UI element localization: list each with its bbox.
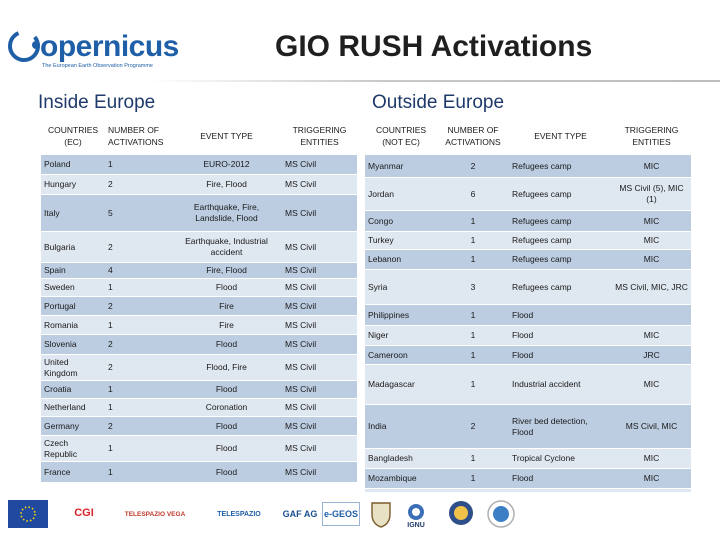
table-cell: Flood bbox=[171, 279, 282, 297]
telespazio-logo bbox=[205, 504, 273, 524]
table-cell: 1 bbox=[105, 316, 171, 335]
telespazio-text: TELESPAZIO bbox=[217, 510, 261, 518]
inside-table-row bbox=[41, 297, 357, 316]
table-cell: Refugees camp bbox=[509, 155, 612, 178]
outside-table-row bbox=[365, 232, 691, 250]
outside-table-row bbox=[365, 250, 691, 270]
gaf-logo bbox=[280, 504, 320, 524]
table-cell: 1 bbox=[437, 326, 509, 346]
outside-table-row bbox=[365, 365, 691, 405]
cgi-logo bbox=[66, 502, 102, 524]
table-cell: Sweden bbox=[41, 279, 105, 297]
table-cell: MS Civil bbox=[282, 355, 357, 381]
header-divider bbox=[150, 80, 720, 82]
table-cell: MS Civil bbox=[282, 335, 357, 355]
inside-europe-table bbox=[41, 116, 357, 483]
table-cell: Turkey bbox=[365, 232, 437, 250]
outside-table-row bbox=[365, 346, 691, 365]
table-cell: MS Civil bbox=[282, 155, 357, 175]
outside-europe-heading: Outside Europe bbox=[372, 92, 505, 113]
table-cell: Netherland bbox=[41, 399, 105, 417]
e-geos-text: e-GEOS bbox=[323, 509, 358, 519]
table-cell: 6 bbox=[437, 178, 509, 211]
table-cell: 1 bbox=[437, 232, 509, 250]
ignu-text: IGNU bbox=[407, 521, 425, 529]
inside-table-row bbox=[41, 381, 357, 399]
copernicus-logo bbox=[6, 14, 179, 76]
table-cell: Romania bbox=[41, 316, 105, 335]
cgi-logo-text: CGI bbox=[74, 507, 94, 519]
table-cell: Fire bbox=[171, 297, 282, 316]
outside-europe-table bbox=[365, 116, 691, 509]
table-cell: Congo bbox=[365, 211, 437, 232]
table-cell: 1 bbox=[105, 279, 171, 297]
table-cell: 1 bbox=[105, 436, 171, 462]
table-cell: Refugees camp bbox=[509, 178, 612, 211]
table-cell: MS Civil bbox=[282, 232, 357, 263]
table-cell: Refugees camp bbox=[509, 232, 612, 250]
inside-table-row bbox=[41, 232, 357, 263]
table-cell: MIC bbox=[612, 250, 691, 270]
outside-table-row bbox=[365, 405, 691, 449]
inside-europe-heading: Inside Europe bbox=[38, 92, 156, 113]
table-cell: MS Civil bbox=[282, 316, 357, 335]
inside-table-row bbox=[41, 195, 357, 232]
table-cell: Industrial accident bbox=[509, 365, 612, 405]
table-cell: 1 bbox=[437, 469, 509, 489]
table-cell: Refugees camp bbox=[509, 270, 612, 305]
outside-table-row bbox=[365, 469, 691, 489]
column-header: NUMBER OF ACTIVATIONS bbox=[105, 117, 171, 155]
table-cell: MIC bbox=[612, 469, 691, 489]
table-cell: France bbox=[41, 462, 105, 483]
inside-table-row bbox=[41, 417, 357, 436]
table-cell: MIC bbox=[612, 232, 691, 250]
table-cell: Flood bbox=[171, 381, 282, 399]
inside-table-row bbox=[41, 335, 357, 355]
column-header: EVENT TYPE bbox=[171, 117, 282, 155]
table-cell: 1 bbox=[437, 305, 509, 326]
table-cell: 1 bbox=[105, 381, 171, 399]
partner-logos-footer bbox=[0, 492, 720, 540]
telespazio-vega-text: TELESPAZIO VEGA bbox=[124, 510, 186, 518]
outside-table-row bbox=[365, 211, 691, 232]
table-cell: Madagascar bbox=[365, 365, 437, 405]
table-cell: MS Civil bbox=[282, 279, 357, 297]
table-cell: Slovenia bbox=[41, 335, 105, 355]
globe-emblem-icon bbox=[486, 498, 516, 530]
table-cell: Myanmar bbox=[365, 155, 437, 178]
table-cell: Italy bbox=[41, 195, 105, 232]
outside-table-row bbox=[365, 305, 691, 326]
table-cell: MIC bbox=[612, 211, 691, 232]
column-header: TRIGGERING ENTITIES bbox=[282, 117, 357, 155]
table-cell: MS Civil (5), MIC (1) bbox=[612, 178, 691, 211]
table-cell: 1 bbox=[437, 365, 509, 405]
table-cell: 2 bbox=[105, 335, 171, 355]
table-cell: MS Civil bbox=[282, 297, 357, 316]
page-title: GIO RUSH Activations bbox=[275, 30, 593, 63]
table-cell: 2 bbox=[437, 155, 509, 178]
table-cell: Earthquake, Industrial accident bbox=[171, 232, 282, 263]
column-header: NUMBER OF ACTIVATIONS bbox=[437, 117, 509, 155]
table-cell: MIC bbox=[612, 449, 691, 469]
table-cell: Czech Republic bbox=[41, 436, 105, 462]
table-cell: Coronation bbox=[171, 399, 282, 417]
outside-table-body bbox=[365, 155, 691, 509]
table-cell: River bed detection, Flood bbox=[509, 405, 612, 449]
table-cell: India bbox=[365, 405, 437, 449]
table-cell: Flood, Fire bbox=[171, 355, 282, 381]
table-cell: EURO-2012 bbox=[171, 155, 282, 175]
table-cell: 2 bbox=[105, 175, 171, 195]
table-cell: 2 bbox=[105, 297, 171, 316]
column-header: COUNTRIES (EC) bbox=[41, 117, 105, 155]
table-cell: Refugees camp bbox=[509, 211, 612, 232]
table-cell: 1 bbox=[437, 346, 509, 365]
table-cell: Refugees camp bbox=[509, 250, 612, 270]
crest-icon bbox=[370, 500, 392, 528]
table-cell: Bulgaria bbox=[41, 232, 105, 263]
table-cell: 2 bbox=[105, 232, 171, 263]
table-cell: MIC bbox=[612, 155, 691, 178]
inside-table-row bbox=[41, 263, 357, 279]
table-cell: Syria bbox=[365, 270, 437, 305]
table-cell: MS Civil bbox=[282, 195, 357, 232]
telespazio-vega-logo bbox=[115, 504, 195, 524]
table-cell: 3 bbox=[437, 270, 509, 305]
table-cell: Fire bbox=[171, 316, 282, 335]
logo-tagline: The European Earth Observation Programme bbox=[42, 63, 153, 69]
table-cell: Flood bbox=[509, 326, 612, 346]
table-cell: Flood bbox=[509, 305, 612, 326]
table-cell: MS Civil bbox=[282, 417, 357, 436]
inside-table-row bbox=[41, 355, 357, 381]
outside-table-row bbox=[365, 326, 691, 346]
round-emblem-icon bbox=[448, 500, 474, 526]
table-cell: Niger bbox=[365, 326, 437, 346]
table-cell: Croatia bbox=[41, 381, 105, 399]
table-cell: Mozambique bbox=[365, 469, 437, 489]
table-cell: 2 bbox=[437, 405, 509, 449]
table-cell: 1 bbox=[105, 399, 171, 417]
outside-table-row bbox=[365, 270, 691, 305]
inside-table-row bbox=[41, 316, 357, 335]
table-cell: Flood bbox=[171, 436, 282, 462]
column-header: COUNTRIES (NOT EC) bbox=[365, 117, 437, 155]
table-cell: Poland bbox=[41, 155, 105, 175]
table-cell: MS Civil bbox=[282, 263, 357, 279]
table-cell: 2 bbox=[105, 355, 171, 381]
table-cell: MS Civil bbox=[282, 381, 357, 399]
table-header-row bbox=[365, 117, 691, 155]
table-cell: 1 bbox=[437, 211, 509, 232]
outside-table-row bbox=[365, 155, 691, 178]
table-cell bbox=[612, 305, 691, 326]
table-cell: MS Civil bbox=[282, 175, 357, 195]
table-cell: 2 bbox=[105, 417, 171, 436]
table-cell: MS Civil bbox=[282, 462, 357, 483]
table-cell: Portugal bbox=[41, 297, 105, 316]
table-cell: 1 bbox=[437, 250, 509, 270]
table-cell: 5 bbox=[105, 195, 171, 232]
table-cell: Flood bbox=[509, 346, 612, 365]
table-cell: Tropical Cyclone bbox=[509, 449, 612, 469]
table-cell: Earthquake, Fire, Landslide, Flood bbox=[171, 195, 282, 232]
table-cell: MIC bbox=[612, 365, 691, 405]
inside-table-row bbox=[41, 279, 357, 297]
inside-table-row bbox=[41, 399, 357, 417]
outside-table-row bbox=[365, 178, 691, 211]
inside-table-row bbox=[41, 436, 357, 462]
outside-table-row bbox=[365, 449, 691, 469]
table-cell: United Kingdom bbox=[41, 355, 105, 381]
logo-wordmark: opernicus bbox=[40, 30, 179, 63]
inside-table-body bbox=[41, 155, 357, 483]
table-cell: Flood bbox=[171, 462, 282, 483]
e-geos-logo bbox=[322, 502, 360, 526]
table-cell: MS Civil, MIC bbox=[612, 405, 691, 449]
table-cell: Germany bbox=[41, 417, 105, 436]
table-cell: Bangladesh bbox=[365, 449, 437, 469]
table-cell: Hungary bbox=[41, 175, 105, 195]
eu-flag-icon bbox=[8, 500, 48, 528]
table-cell: Spain bbox=[41, 263, 105, 279]
table-cell: Fire, Flood bbox=[171, 263, 282, 279]
table-cell: MIC bbox=[612, 326, 691, 346]
table-cell: 1 bbox=[105, 155, 171, 175]
table-header-row bbox=[41, 117, 357, 155]
inside-table-row bbox=[41, 175, 357, 195]
gaf-text: GAF AG bbox=[282, 509, 318, 519]
inside-table-row bbox=[41, 462, 357, 483]
table-cell: JRC bbox=[612, 346, 691, 365]
inside-table-row bbox=[41, 155, 357, 175]
table-cell: Jordan bbox=[365, 178, 437, 211]
ignu-logo bbox=[404, 498, 428, 532]
table-cell: Lebanon bbox=[365, 250, 437, 270]
table-cell: MS Civil bbox=[282, 436, 357, 462]
table-cell: Flood bbox=[171, 335, 282, 355]
column-header: TRIGGERING ENTITIES bbox=[612, 117, 691, 155]
table-cell: MS Civil bbox=[282, 399, 357, 417]
table-cell: 1 bbox=[105, 462, 171, 483]
table-cell: 4 bbox=[105, 263, 171, 279]
table-cell: Fire, Flood bbox=[171, 175, 282, 195]
table-cell: 1 bbox=[437, 449, 509, 469]
table-cell: MS Civil, MIC, JRC bbox=[612, 270, 691, 305]
table-cell: Philippines bbox=[365, 305, 437, 326]
column-header: EVENT TYPE bbox=[509, 117, 612, 155]
table-cell: Flood bbox=[509, 469, 612, 489]
table-cell: Cameroon bbox=[365, 346, 437, 365]
table-cell: Flood bbox=[171, 417, 282, 436]
